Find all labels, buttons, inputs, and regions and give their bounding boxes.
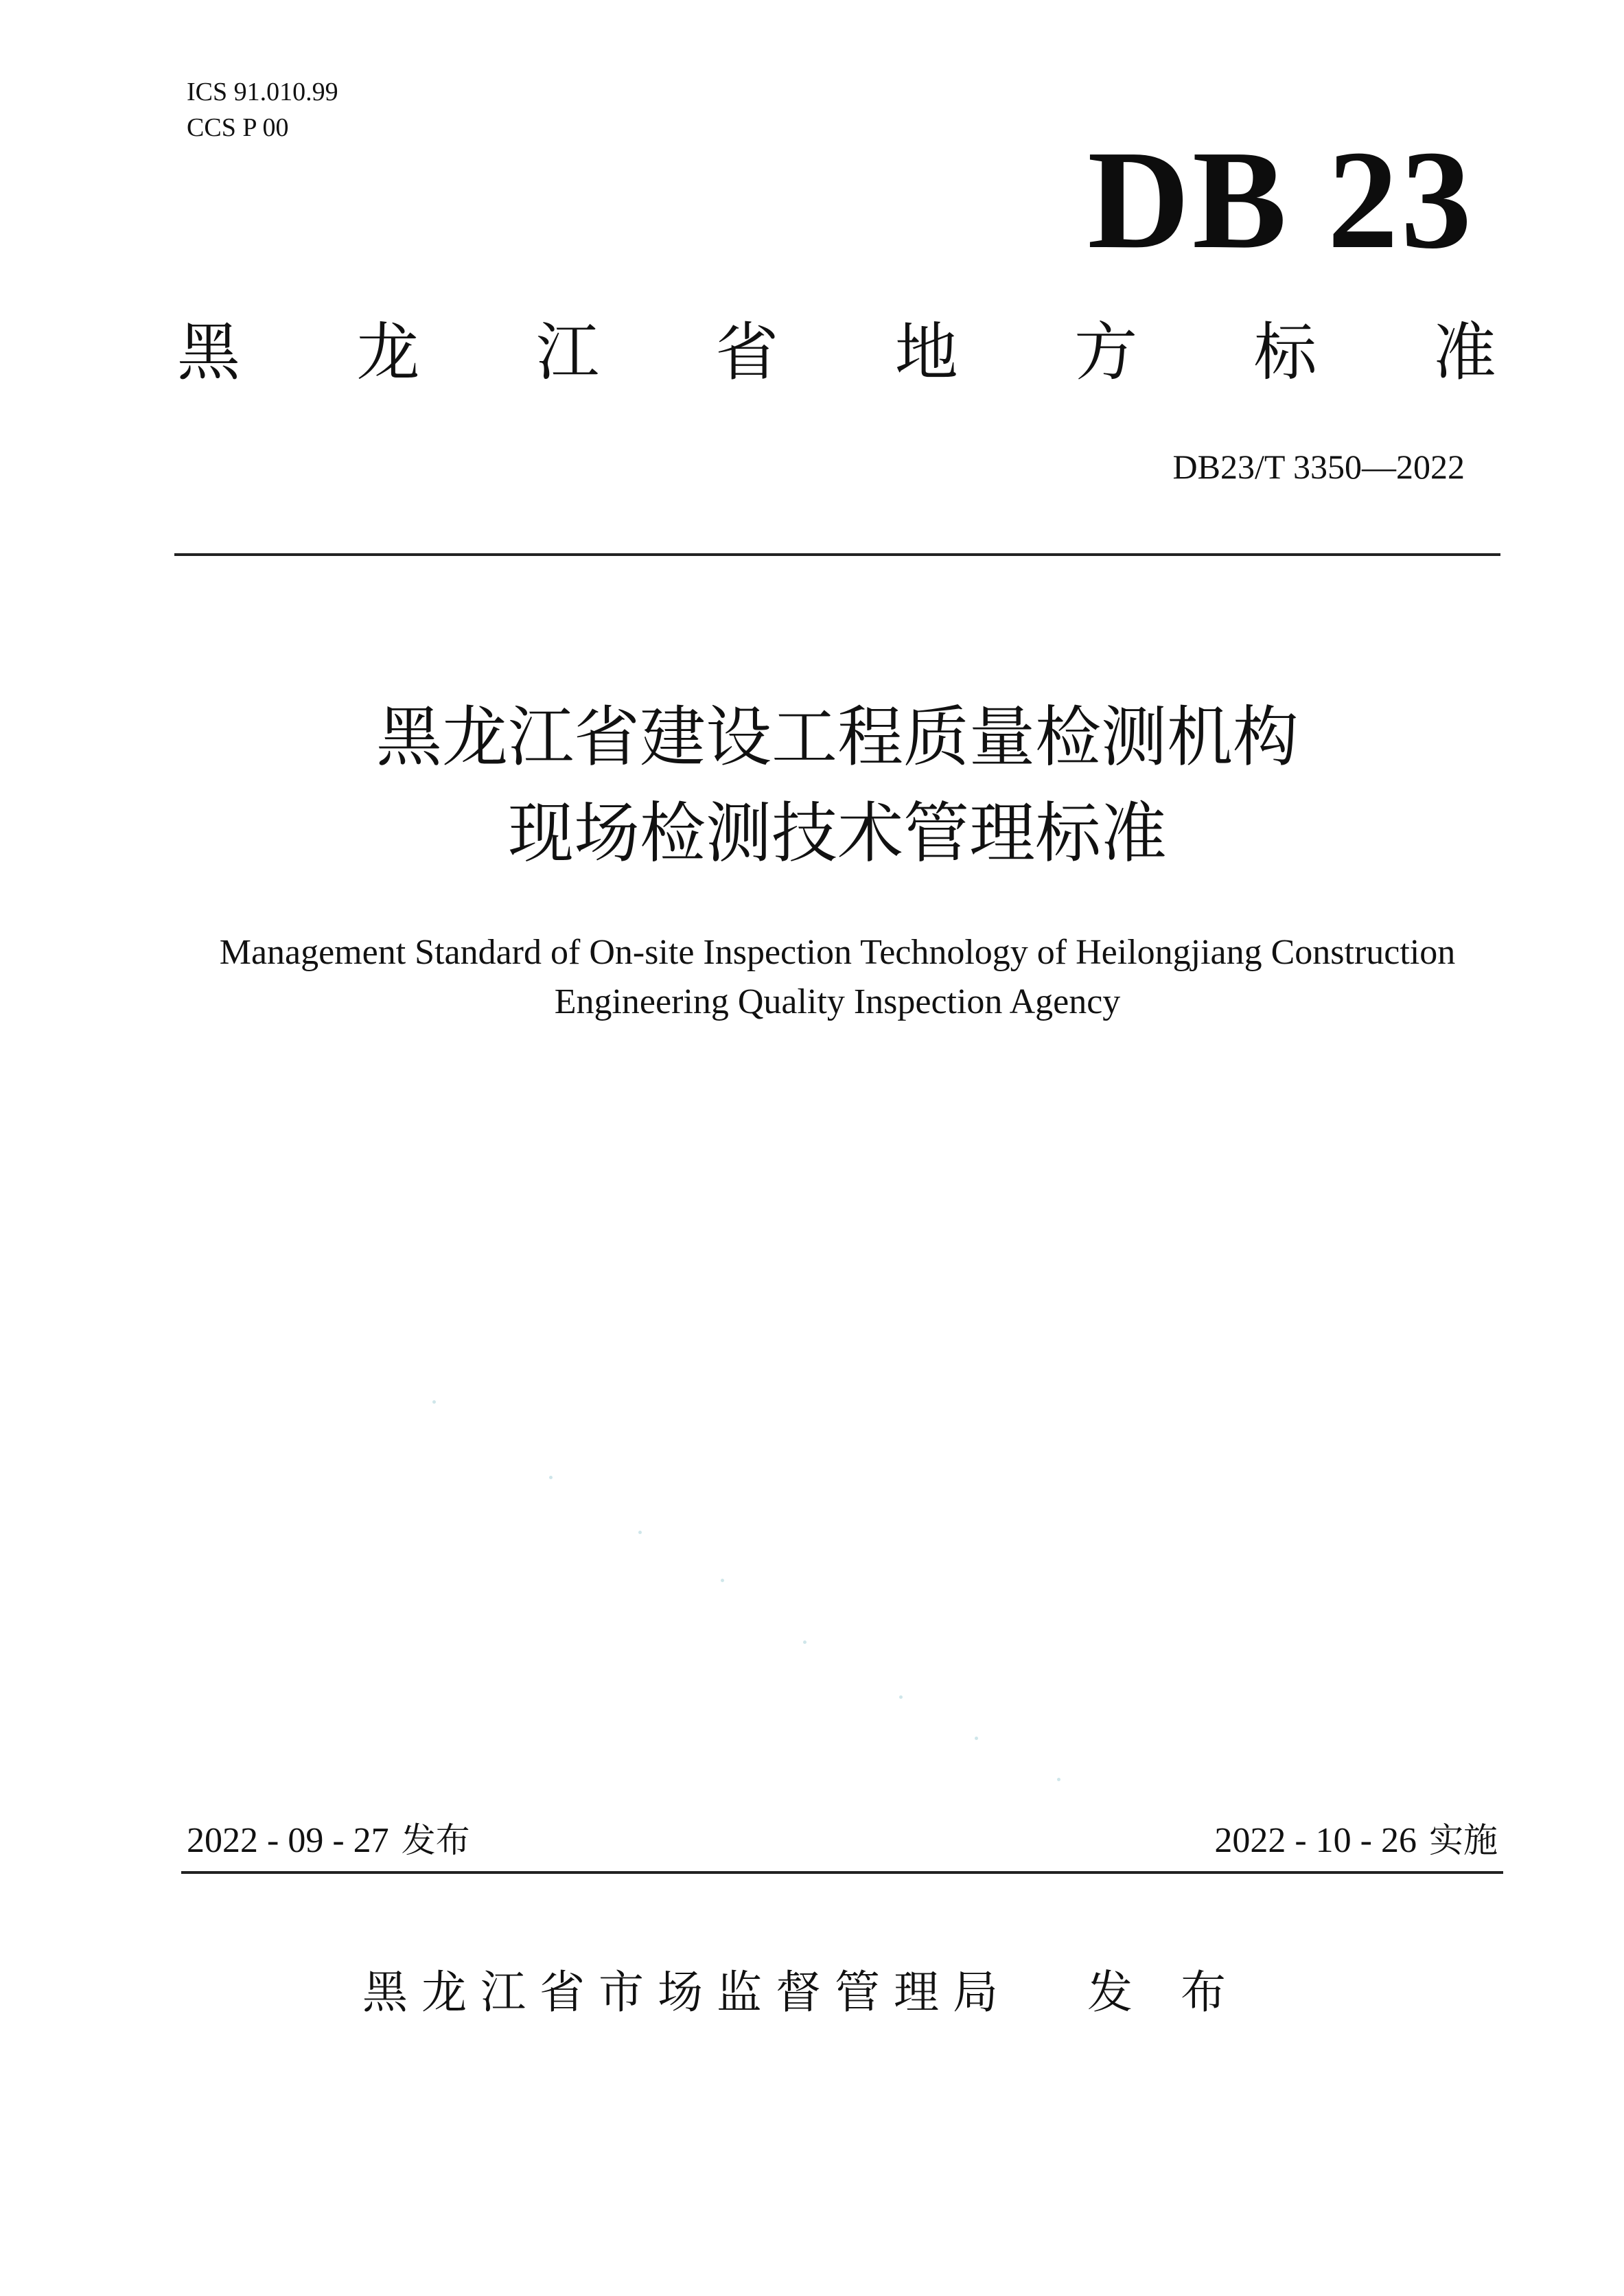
chinese-title-line-2: 现场检测技术管理标准 <box>508 795 1167 872</box>
standard-type-char: 标 <box>1253 316 1317 389</box>
publisher-action: 发布 <box>1087 1966 1274 2019</box>
english-title <box>174 928 1500 1027</box>
english-title-line-2: Engineering Quality Inspection Agency <box>554 982 1121 1021</box>
classification-codes <box>187 74 338 146</box>
publisher-name: 黑龙江省市场监督管理局 <box>362 1966 1012 2019</box>
standard-number: DB23/T 3350—2022 <box>1172 448 1465 486</box>
scan-speck <box>432 1400 436 1404</box>
standard-type-char: 准 <box>1432 316 1496 389</box>
ics-code: ICS 91.010.99 <box>187 78 338 106</box>
standard-type-heading <box>177 318 1496 387</box>
standard-type-char: 龙 <box>356 316 420 389</box>
standard-type-char: 江 <box>535 316 599 389</box>
scan-speck <box>549 1476 553 1479</box>
ccs-code: CCS P 00 <box>187 113 289 142</box>
scan-speck <box>638 1531 642 1534</box>
scan-speck <box>1057 1778 1060 1781</box>
english-title-line-1: Management Standard of On-site Inspection Technology of Heilongjiang Construction <box>219 933 1456 972</box>
effective-date-label: 实施 <box>1429 1820 1498 1860</box>
chinese-title-line-1: 黑龙江省建设工程质量检测机构 <box>376 699 1299 776</box>
publisher-line <box>362 1962 1274 2024</box>
issue-date-value: 2022 - 09 - 27 <box>187 1821 389 1860</box>
standard-type-char: 黑 <box>177 316 241 389</box>
standard-type-char: 地 <box>894 316 958 389</box>
standard-type-char: 省 <box>715 316 779 389</box>
bottom-divider <box>181 1871 1503 1874</box>
scan-speck <box>899 1695 903 1699</box>
standard-type-char: 方 <box>1074 316 1138 389</box>
db-standard-mark: DB 23 <box>1087 121 1474 278</box>
issue-date <box>187 1818 470 1864</box>
top-divider <box>174 553 1500 556</box>
effective-date-value: 2022 - 10 - 26 <box>1214 1821 1417 1860</box>
issue-date-label: 发布 <box>401 1820 470 1860</box>
scan-speck <box>721 1579 724 1582</box>
scan-speck <box>975 1737 978 1740</box>
effective-date <box>1214 1818 1498 1864</box>
scan-speck <box>803 1640 807 1644</box>
chinese-title <box>174 689 1500 881</box>
